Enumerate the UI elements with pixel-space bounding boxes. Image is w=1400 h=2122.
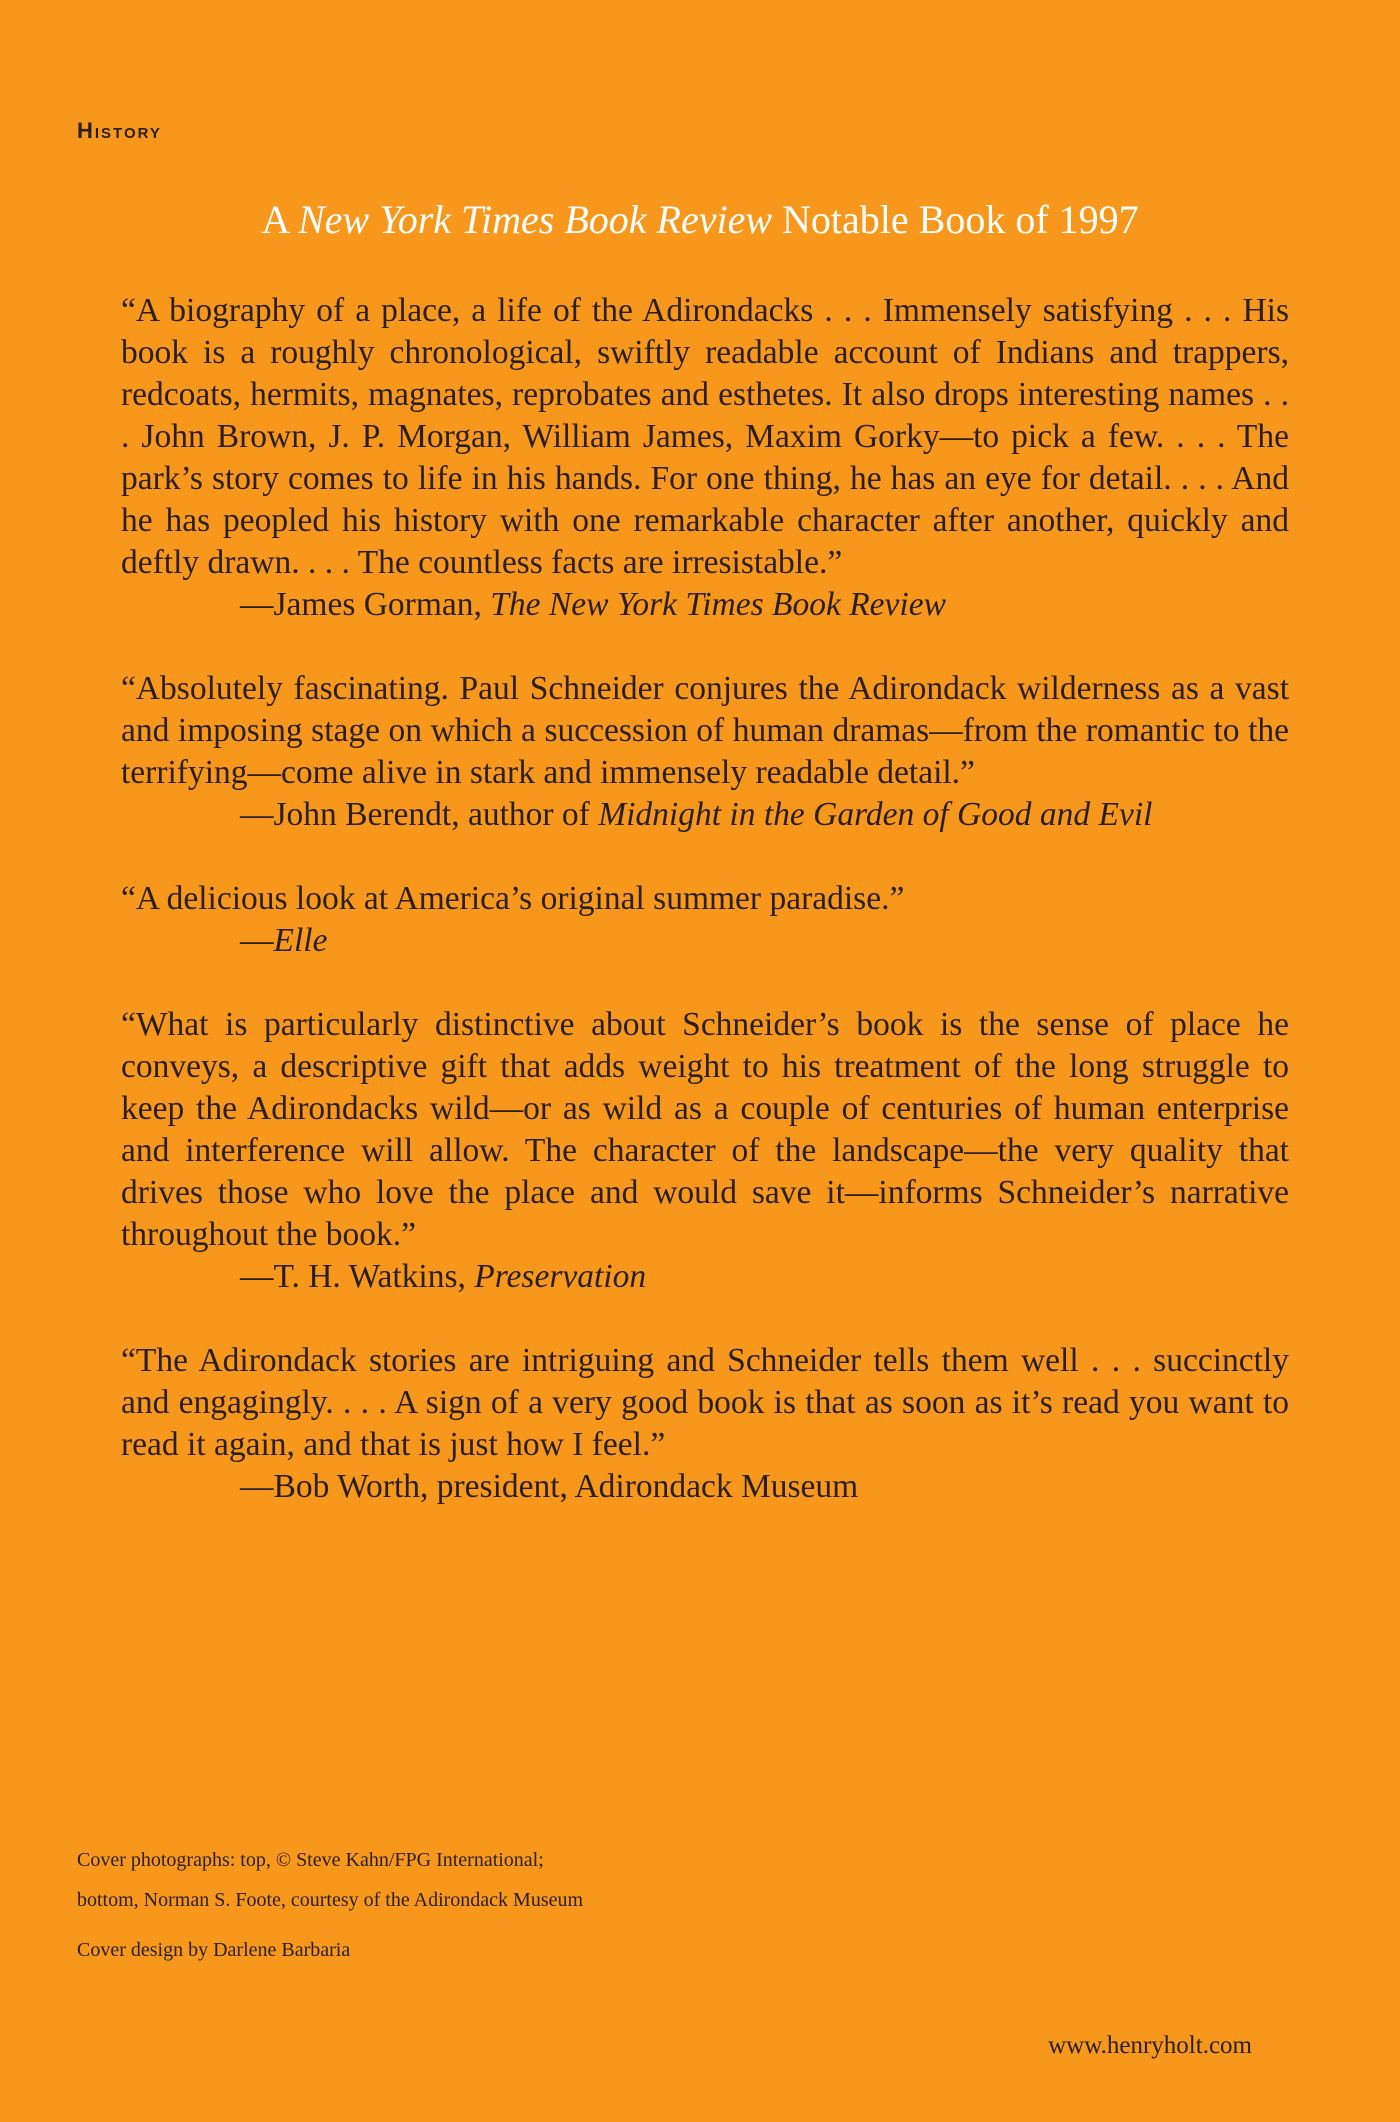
review	[121, 668, 1289, 836]
review-quote: “A delicious look at America’s original summer paradise.”	[121, 880, 905, 917]
reviewer-name: —Bob Worth, president, Adirondack Museum	[240, 1468, 859, 1505]
headline-suffix: Notable Book of 1997	[772, 197, 1139, 242]
review-attribution	[121, 584, 1289, 626]
design-credit: Cover design by Darlene Barbaria	[77, 1939, 351, 1961]
review-attribution	[121, 794, 1289, 836]
reviewer-name: —John Berendt, author of	[240, 796, 599, 833]
publisher-website: www.henryholt.com	[1048, 2032, 1252, 2059]
review-source: Elle	[273, 922, 328, 959]
review	[121, 878, 1289, 962]
headline	[0, 196, 1400, 243]
headline-publication: New York Times Book Review	[298, 197, 773, 242]
review	[121, 1340, 1289, 1508]
review	[121, 1004, 1289, 1298]
review-attribution	[121, 1466, 1289, 1508]
reviewer-name: —	[240, 922, 274, 959]
review-list	[121, 290, 1289, 1550]
review-quote: “The Adirondack stories are intriguing and Schneider tells them well . . . succinctly and engagingly. . . . A sign of a very good book is that as soon as it’s read you want to read it again, and that is just how I feel.”	[121, 1342, 1289, 1463]
review-attribution	[121, 920, 1289, 962]
review-source: Preservation	[474, 1258, 647, 1295]
review-quote: “What is particularly distinctive about Schneider’s book is the sense of place he conveys, a descriptive gift that adds weight to his treatment of the long struggle to keep the Adirondacks wild—or as wild as a couple of centuries of human enterprise and interference will allow. The character of the landscape—the very quality that drives those who love the place and would save it—informs Schneider’s narrative throughout the book.”	[121, 1006, 1289, 1253]
reviewer-name: —T. H. Watkins,	[240, 1258, 475, 1295]
headline-prefix: A	[261, 197, 298, 242]
review-source: The New York Times Book Review	[490, 586, 946, 623]
review-quote: “Absolutely fascinating. Paul Schneider conjures the Adirondack wilderness as a vast and imposing stage on which a succession of human dramas—from the romantic to the terrifying—come alive in stark and immensely readable detail.”	[121, 670, 1289, 791]
review-attribution	[121, 1256, 1289, 1298]
category-label: History	[77, 118, 162, 143]
review-quote: “A biography of a place, a life of the Adirondacks . . . Immensely satisfying . . . His book is a roughly chronological, swiftly readable account of Indians and trappers, redcoats, hermits, magnates, reprobates and esthetes. It also drops interesting names . . . John Brown, J. P. Morgan, William James, Maxim Gorky—to pick a few. . . . The park’s story comes to life in his hands. For one thing, he has an eye for detail. . . . And he has peopled his history with one remarkable character after another, quickly and deftly drawn. . . . The countless facts are irresistable.”	[121, 292, 1289, 581]
photo-credit-line-1: Cover photographs: top, © Steve Kahn/FPG International;	[77, 1849, 544, 1871]
cover-credits	[77, 1840, 583, 1970]
review	[121, 290, 1289, 626]
reviewer-name: —James Gorman,	[240, 586, 491, 623]
review-source: Midnight in the Garden of Good and Evil	[598, 796, 1153, 833]
photo-credit-line-2: bottom, Norman S. Foote, courtesy of the Adirondack Museum	[77, 1889, 584, 1911]
